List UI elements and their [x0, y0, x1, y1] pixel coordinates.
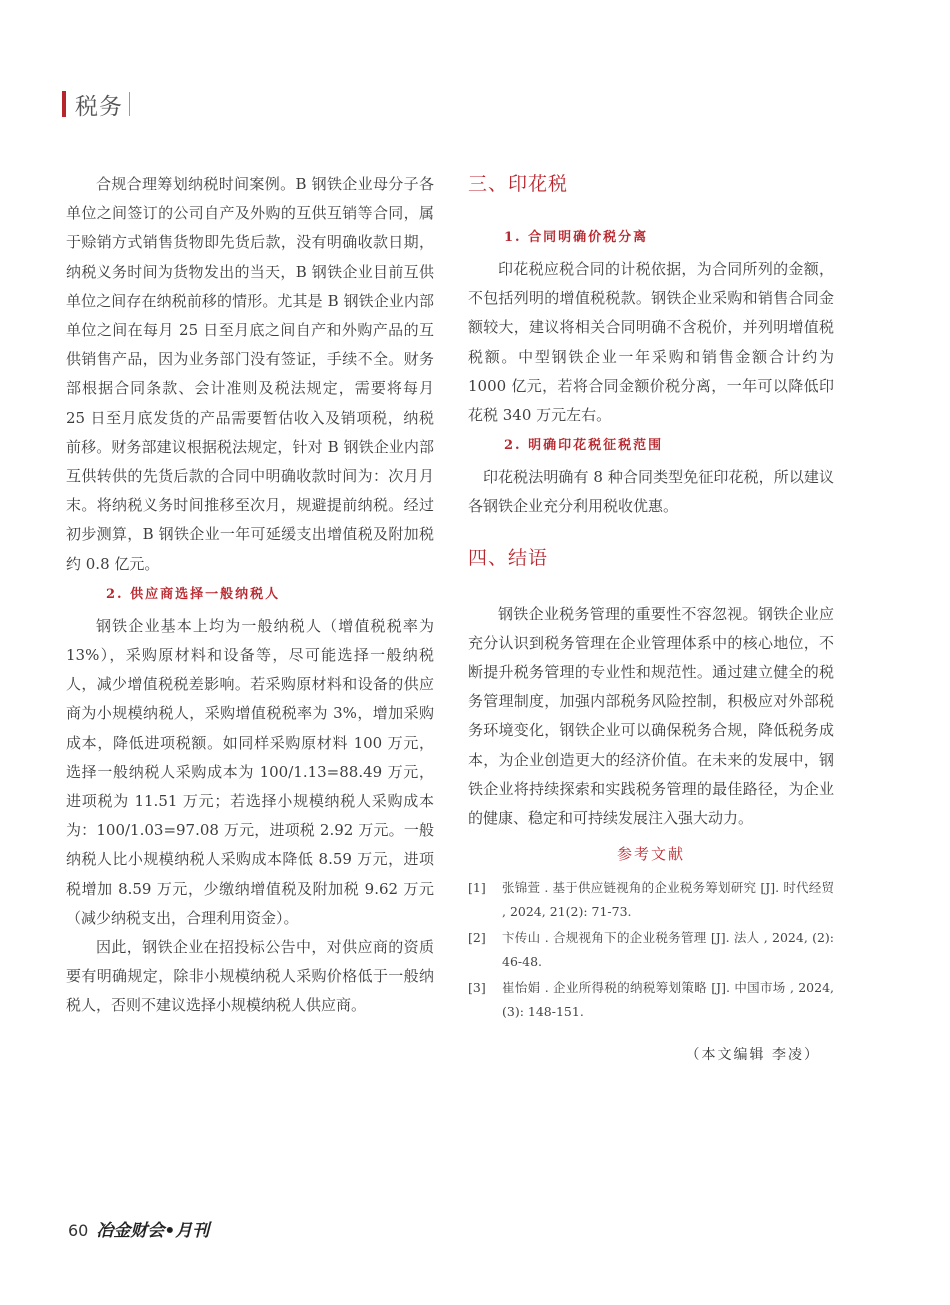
right-column — [468, 170, 834, 1064]
editor-credit: （本文编辑 李凌） — [685, 1047, 820, 1064]
header-divider — [129, 92, 130, 116]
subheading-stamp-duty-scope: 2. 明确印花税征税范围 — [504, 438, 664, 454]
section-header — [62, 88, 130, 120]
section-label: 税务 — [75, 93, 123, 120]
reference-text: 崔怡娟 . 企业所得税的纳税筹划策略 [J]. 中国市场 , 2024, (3): 148-151. — [502, 980, 834, 1020]
reference-item — [468, 876, 834, 924]
reference-number: [3] — [468, 980, 486, 996]
section-title-conclusion: 四、结语 — [468, 546, 549, 569]
paragraph-conclusion: 钢铁企业税务管理的重要性不容忽视。钢铁企业应充分认识到税务管理在企业管理体系中的核心地位，不断提升税务管理的专业性和规范性。通过建立健全的税务管理制度，加强内部税务风险控制，积极应对外部税务环境变化，钢铁企业可以确保税务合规，降低税务成本，为企业创造更大的经济价值。在未来的发展中，钢铁企业将持续探索和实践税务管理的最佳路径，为企业的健康、稳定和可持续发展注入强大动力。 — [468, 604, 834, 828]
page-number: 60 — [68, 1221, 89, 1240]
header-accent-bar — [62, 91, 66, 117]
reference-text: 张锦萱 . 基于供应链视角的企业税务筹划研究 [J]. 时代经贸 , 2024, 21(2): 71-73. — [502, 880, 834, 920]
subheading-supplier-selection: 2. 供应商选择一般纳税人 — [106, 586, 281, 602]
reference-text: 卞传山 . 合规视角下的企业税务管理 [J]. 法人 , 2024, (2): 46-48. — [502, 930, 834, 970]
subheading-price-tax-separation: 1. 合同明确价税分离 — [504, 230, 649, 245]
paragraph-stamp-duty-basis: 印花税应税合同的计税依据，为合同所列的金额，不包括列明的增值税税款。钢铁企业采购和销售合同金额较大，建议将相关合同明确不含税价，并列明增值税税额。中型钢铁企业一年采购和销售金额合计约为 1000 亿元，若将合同金额价税分离，一年可以降低印花税 340 万元左右。 — [468, 260, 834, 425]
paragraph-bidding-conclusion: 因此，钢铁企业在招投标公告中，对供应商的资质要有明确规定，除非小规模纳税人采购价格低于一般纳税人，否则不建议选择小规模纳税人供应商。 — [66, 938, 434, 1015]
paragraph-stamp-duty-exemption: 印花税法明确有 8 种合同类型免征印花税，所以建议各钢铁企业充分利用税收优惠。 — [468, 468, 834, 516]
paragraph-tax-timing-case: 合规合理筹划纳税时间案例。B 钢铁企业母分子各单位之间签订的公司自产及外购的互供互销等合同，属于赊销方式销售货物即先货后款，没有明确收款日期，纳税义务时间为货物发出的当天，B 钢铁企业目前互供单位之间存在纳税前移的情形。尤其是 B 钢铁企业内部单位之间在每月 25 日至月底之间自产和外购产品的互供销售产品，因为业务部门没有签证，手续不全。财务部根据合同条款、会计准则及税法规定，需要将每月 25 日至月底发货的产品需要暂估收入及销项税，纳税前移。财务部建议根据税法规定，针对 B 钢铁企业内部互供转供的先货后款的合同中明确收款时间为：次月月末。将纳税义务时间推移至次月，规避提前纳税。经过初步测算，B 钢铁企业一年可延缓支出增值税及附加税约 0.8 亿元。 — [66, 175, 434, 573]
journal-name: 冶金财会•月刊 — [96, 1221, 210, 1241]
page-footer — [68, 1216, 209, 1241]
reference-number: [1] — [468, 880, 486, 896]
section-title-stamp-duty: 三、印花税 — [468, 173, 569, 195]
left-column — [66, 170, 434, 1021]
paragraph-general-taxpayer: 钢铁企业基本上均为一般纳税人（增值税税率为 13%），采购原材料和设备等，尽可能选择一般纳税人，减少增值税税差影响。若采购原材料和设备的供应商为小规模纳税人，采购增值税税率为 3%，增加采购成本，降低进项税额。如同样采购原材料 100 万元，选择一般纳税人采购成本为 100/1.13=88.49 万元，进项税为 11.51 万元；若选择小规模纳税人采购成本为：100/1.03=97.08 万元，进项税 2.92 万元。一般纳税人比小规模纳税人采购成本降低 8.59 万元，进项税增加 8.59 万元，少缴纳增值税及附加税 9.62 万元（减少纳税支出，合理利用资金）。 — [66, 616, 434, 927]
references-title: 参考文献 — [616, 845, 685, 864]
reference-item — [468, 926, 834, 974]
reference-number: [2] — [468, 930, 486, 946]
reference-item — [468, 976, 834, 1024]
